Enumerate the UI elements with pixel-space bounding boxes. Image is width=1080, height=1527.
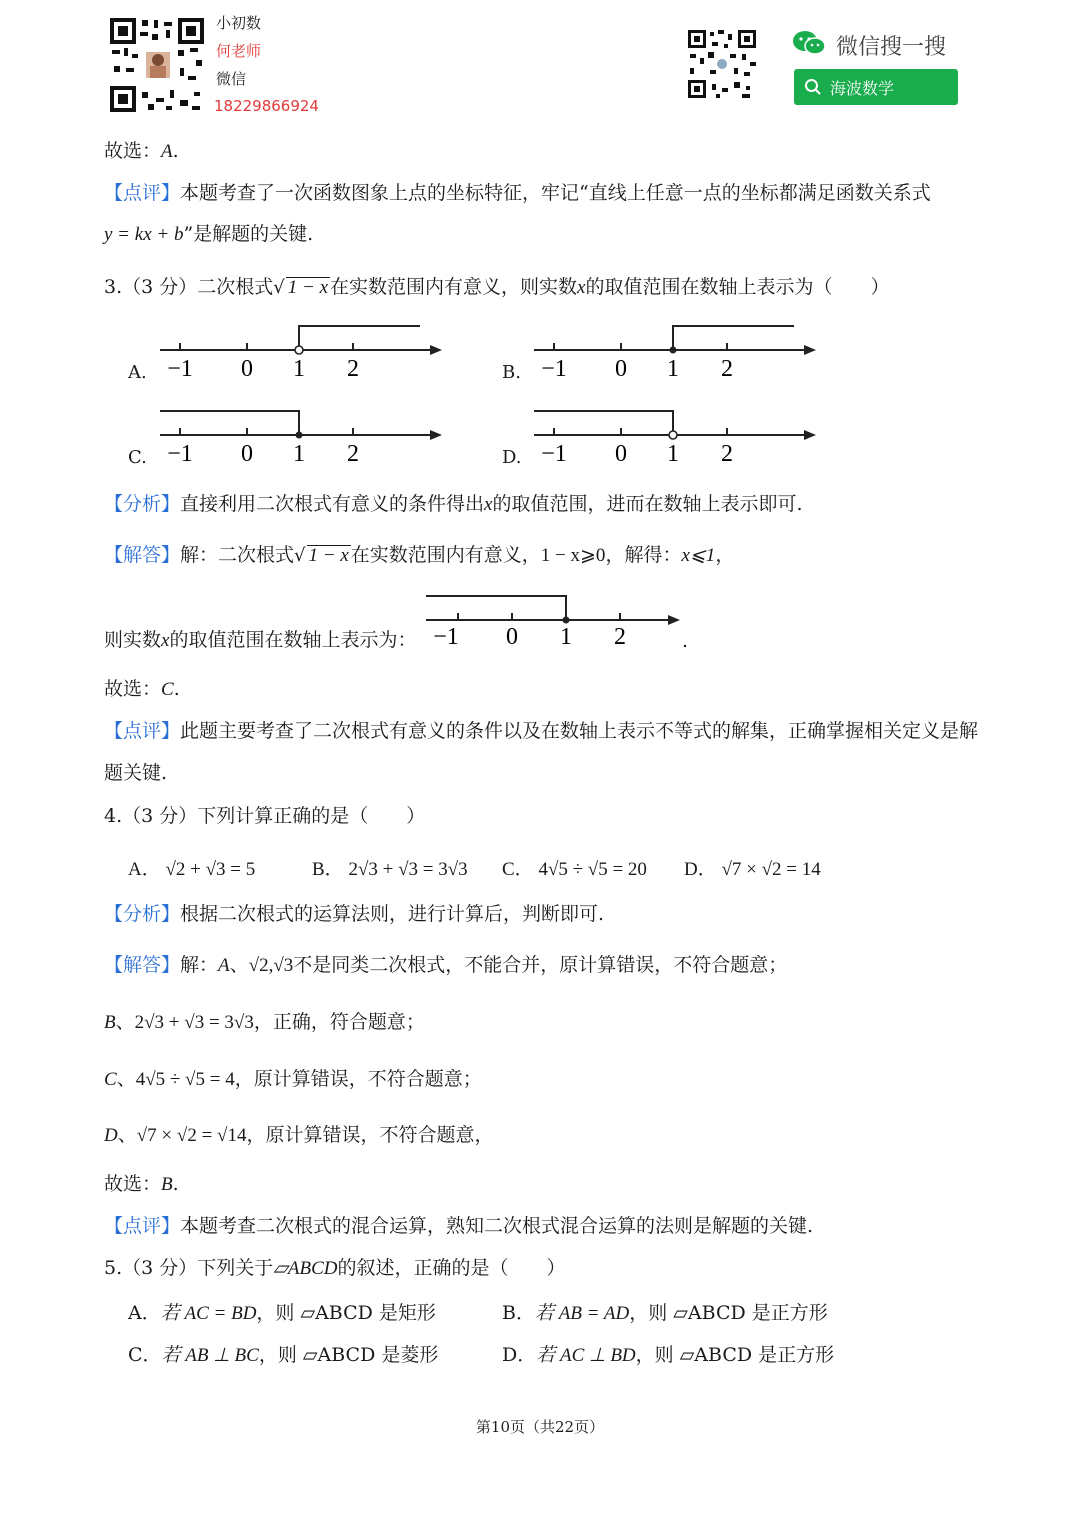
wechat-search-button[interactable] <box>794 69 958 105</box>
solution-tag: 【解答】 <box>104 544 181 566</box>
tick-label: −1 <box>167 441 193 467</box>
handwriting-phone: 18229866924 <box>214 97 319 115</box>
tick-label: 0 <box>241 441 253 467</box>
q3-choice-line: 故选：C. <box>104 678 180 700</box>
handwriting-line-2: 何老师 <box>216 42 262 60</box>
q5-stem: 5.（3 分）下列关于▱ABCD的叙述，正确的是（ ） <box>104 1257 566 1279</box>
wechat-search-label: 微信搜一搜 <box>836 35 947 60</box>
q4-solution-line-d: D、√7 × √2 = √14，原计算错误，不符合题意， <box>104 1124 494 1146</box>
wechat-search-button-label: 海波数学 <box>830 78 895 98</box>
q3-stem: 3.（3 分）二次根式√ 1 − x 在实数范围内有意义，则实数x的取值范围在数轴上表示为（ ） <box>104 276 890 298</box>
tick-label: 2 <box>347 441 359 467</box>
tick-label: 1 <box>560 624 572 650</box>
number-line-a <box>158 318 448 384</box>
comment-tag: 【点评】 <box>104 182 181 204</box>
sqrt-symbol-icon: √ <box>273 277 285 298</box>
q4-option-a[interactable]: A． √2 + √3 = 5 <box>128 859 256 880</box>
q5-option-a[interactable]: A．若 AC = BD，则 ▱ABCD 是矩形 <box>128 1302 436 1324</box>
q4-choice: B <box>161 1174 173 1195</box>
tick-label: 0 <box>506 624 518 650</box>
sqrt-symbol-icon: √ <box>294 545 306 566</box>
option-label: A. <box>128 362 147 383</box>
handwriting-line-3: 微信 <box>216 70 247 88</box>
number-line-d <box>532 403 822 469</box>
solution-period: . <box>682 630 689 652</box>
solution-number-line <box>424 588 694 650</box>
tick-label: 2 <box>721 356 733 382</box>
comment-tag: 【点评】 <box>104 720 181 742</box>
qr-code-wechat <box>686 28 758 100</box>
q3-choice: C <box>161 679 174 700</box>
q4-stem: 4.（3 分）下列计算正确的是（ ） <box>104 805 426 827</box>
q3-option-a[interactable] <box>128 318 428 384</box>
q2-choice-line: 故选：A. <box>104 140 179 162</box>
q4-comment: 【点评】本题考查二次根式的混合运算，熟知二次根式混合运算的法则是解题的关键. <box>104 1215 814 1237</box>
q4-option-d[interactable]: D． √7 × √2 = 14 <box>684 859 821 880</box>
page-number: 第10页（共22页） <box>475 1418 605 1436</box>
q3-comment-line-2: 题关键. <box>104 762 168 784</box>
q2-choice: A <box>161 141 173 162</box>
search-icon <box>804 78 822 96</box>
option-label: D. <box>502 447 522 468</box>
q4-solution-line-b: B、2√3 + √3 = 3√3，正确，符合题意； <box>104 1011 425 1033</box>
q4-choice-line: 故选：B. <box>104 1173 179 1195</box>
tick-label: −1 <box>541 441 567 467</box>
option-label: C. <box>128 447 147 468</box>
q2-comment-line-1: 【点评】本题考查了一次函数图象上点的坐标特征，牢记“直线上任意一点的坐标都满足函数关系式 <box>104 182 931 204</box>
solution-tag: 【解答】 <box>104 954 181 976</box>
qr-code-personal <box>108 16 206 114</box>
wechat-logo-icon <box>792 30 826 56</box>
q5-option-c[interactable]: C．若 AB ⊥ BC，则 ▱ABCD 是菱形 <box>128 1344 439 1366</box>
tick-label: −1 <box>167 356 193 382</box>
q2-comment-line-2: y = kx + b”是解题的关键. <box>104 223 314 245</box>
tick-label: −1 <box>541 356 567 382</box>
tick-label: 1 <box>667 441 679 467</box>
q2-comment-formula: y = kx + b <box>104 224 184 245</box>
analysis-tag: 【分析】 <box>104 493 181 515</box>
option-label: B. <box>502 362 521 383</box>
q3-comment-line-1: 【点评】此题主要考查了二次根式有意义的条件以及在数轴上表示不等式的解集，正确掌握相关定义是解 <box>104 720 979 742</box>
q5-option-d[interactable]: D．若 AC ⊥ BD，则 ▱ABCD 是正方形 <box>502 1344 835 1366</box>
tick-label: 0 <box>615 356 627 382</box>
q3-option-d[interactable] <box>502 403 802 469</box>
tick-label: 0 <box>615 441 627 467</box>
tick-label: 2 <box>614 624 626 650</box>
q3-option-c[interactable] <box>128 403 428 469</box>
q4-option-b[interactable]: B． 2√3 + √3 = 3√3 <box>312 859 468 880</box>
comment-tag: 【点评】 <box>104 1215 181 1237</box>
number-line-b <box>532 318 822 384</box>
q3-solution-line-1: 【解答】解：二次根式√ 1 − x 在实数范围内有意义，1 − x⩾0，解得：x⩽1， <box>104 544 735 566</box>
tick-label: 0 <box>241 356 253 382</box>
tick-label: 2 <box>347 356 359 382</box>
tick-label: 1 <box>293 441 305 467</box>
q5-option-b[interactable]: B．若 AB = AD，则 ▱ABCD 是正方形 <box>502 1302 828 1324</box>
number-line-c <box>158 403 448 469</box>
tick-label: 1 <box>667 356 679 382</box>
q4-analysis: 【分析】根据二次根式的运算法则，进行计算后，判断即可. <box>104 903 605 925</box>
q4-solution-line-a: 【解答】解：A、√2,√3不是同类二次根式，不能合并，原计算错误，不符合题意； <box>104 954 788 976</box>
tick-label: 1 <box>293 356 305 382</box>
q3-solution-line-2: 则实数x的取值范围在数轴上表示为： <box>104 629 417 651</box>
q4-option-c[interactable]: C． 4√5 ÷ √5 = 20 <box>502 859 647 880</box>
q3-option-b[interactable] <box>502 318 802 384</box>
tick-label: 2 <box>721 441 733 467</box>
q4-solution-line-c: C、4√5 ÷ √5 = 4，原计算错误，不符合题意； <box>104 1068 482 1090</box>
q3-analysis: 【分析】直接利用二次根式有意义的条件得出x的取值范围，进而在数轴上表示即可. <box>104 493 803 515</box>
tick-label: −1 <box>433 624 459 650</box>
analysis-tag: 【分析】 <box>104 903 181 925</box>
handwriting-line-1: 小初数 <box>216 14 262 32</box>
q3-stem-radicand: 1 − x <box>287 277 329 298</box>
